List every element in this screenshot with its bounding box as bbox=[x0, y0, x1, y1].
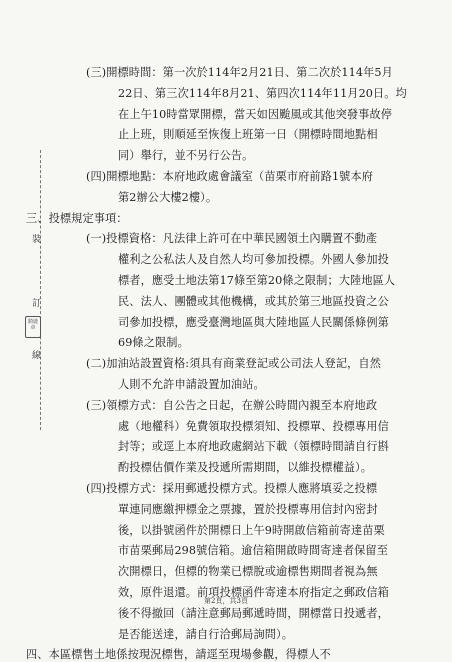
text-line: (二)加油站設置資格:須具有商業登記或公司法人登記，自然 bbox=[86, 357, 381, 371]
text-line: 市苗栗郵局298號信箱。逾信箱開啟時間寄達者保留至 bbox=[118, 544, 388, 558]
text-line: 酌投標估價作業及投遞所需期間，以維投標權益）。 bbox=[118, 461, 373, 475]
text-line: 在上午10時當眾開標，當天如因颱風或其他突發事故停 bbox=[118, 107, 393, 121]
text-line: 封等；或逕上本府地政處網站下載（領標時間請自行斟 bbox=[118, 440, 389, 454]
text-line: 次開標日，但標的物業已標脫或逾標售期間者視為無 bbox=[118, 565, 378, 579]
text-line: (三)領標方式：自公告之日起，在辦公時間內親至本府地政 bbox=[86, 398, 378, 412]
text-line: 三、投標規定事項： bbox=[26, 211, 128, 225]
text-line: 人則不允許申請設置加油站。 bbox=[118, 378, 265, 391]
page-number: 第2頁，共3頁 bbox=[204, 597, 248, 605]
text-line: 同）舉行，並不另行公告。 bbox=[118, 149, 254, 163]
binding-char-zhuang: 裝 bbox=[32, 235, 42, 245]
text-line: 後不得撤回（請注意郵局郵遞時間，開標當日投遞者， bbox=[118, 606, 389, 620]
text-line: 止上班，則順延至恢復上班第一日（開標時間地點相 bbox=[118, 128, 378, 142]
text-line: 民、法人、團體或其他機構，或其於第三地區投資之公 bbox=[118, 294, 389, 308]
text-line: 69條之限制。 bbox=[118, 336, 189, 350]
text-line: (一)投標資格：凡法律上許可在中華民國領土內購置不動產 bbox=[86, 232, 378, 246]
text-line: 四、本區標售土地係按現況標售，請逕至現場參觀，得標人不 bbox=[26, 648, 331, 662]
text-line: 效，原件退還。前項投標函件寄達本府指定之郵政信箱 bbox=[118, 586, 389, 599]
binding-char-xian: 線 bbox=[32, 351, 42, 361]
binding-char-ding: 訂 bbox=[32, 299, 42, 309]
text-line: 22日、第三次114年8月21、第四次114年11月20日。均 bbox=[118, 86, 407, 100]
text-line: (三)開標時間：第一次於114年2月21日、第二次於114年5月 bbox=[86, 66, 393, 79]
text-line: 司參加投標，應受臺灣地區與大陸地區人民關係條例第 bbox=[118, 315, 389, 329]
text-line: (四)開標地點：本府地政處會議室（苗栗市府前路1號本府 bbox=[86, 170, 374, 183]
text-line: 第2辦公大樓2樓）。 bbox=[118, 190, 218, 204]
text-line: 單連同應繳押標金之票據，置於投標專用信封內密封 bbox=[118, 502, 378, 516]
text-line: 處（地權科）免費領取投標須知、投標單、投標專用信 bbox=[118, 419, 389, 433]
seam-stamp: 騎縫章 bbox=[25, 316, 41, 338]
text-line: 是否能送達，請自行洽郵局詢問）。 bbox=[118, 627, 294, 641]
text-line: 權利之公私法人及自然人均可參加投標。外國人參加投 bbox=[118, 253, 389, 267]
binding-line bbox=[40, 150, 41, 430]
text-line: (四)投標方式：採用郵遞投標方式。投標人應將填妥之投標 bbox=[86, 482, 378, 495]
text-line: 後，以掛號函件於開標日上午9時開啟信箱前寄達苗栗 bbox=[118, 523, 385, 537]
text-line: 標者，應受土地法第17條至第20條之限制；大陸地區人 bbox=[118, 274, 396, 287]
